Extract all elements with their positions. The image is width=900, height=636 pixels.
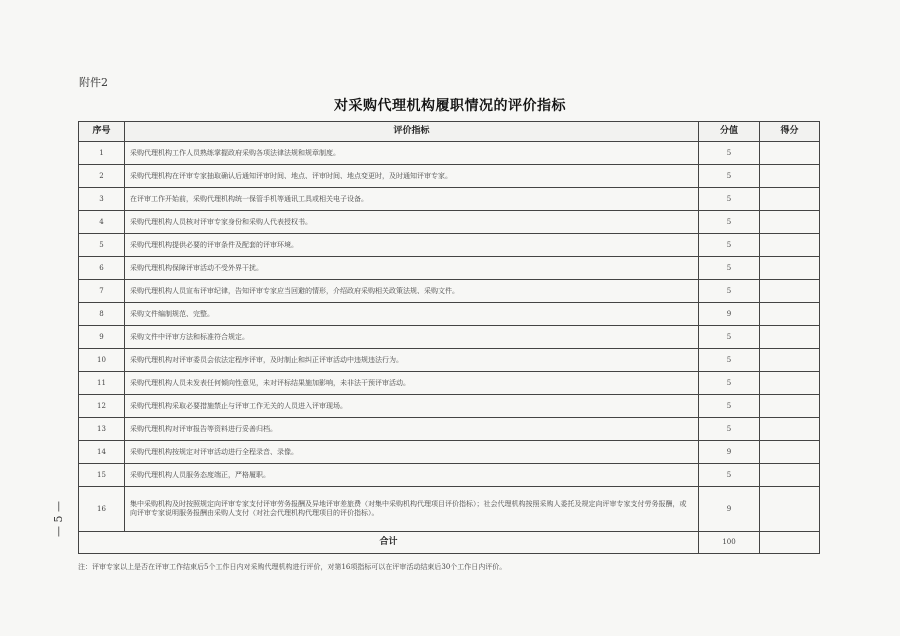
row-score: 5 bbox=[699, 188, 760, 211]
row-seq: 16 bbox=[79, 487, 125, 532]
row-points bbox=[760, 372, 820, 395]
row-score: 9 bbox=[699, 303, 760, 326]
row-indicator: 在评审工作开始前，采购代理机构统一保管手机等通讯工具或相关电子设备。 bbox=[125, 188, 699, 211]
row-score: 9 bbox=[699, 487, 760, 532]
header-indicator: 评价指标 bbox=[125, 122, 699, 142]
row-seq: 11 bbox=[79, 372, 125, 395]
row-seq: 2 bbox=[79, 165, 125, 188]
header-seq: 序号 bbox=[79, 122, 125, 142]
evaluation-table bbox=[78, 121, 820, 554]
row-score: 5 bbox=[699, 418, 760, 441]
row-seq: 7 bbox=[79, 280, 125, 303]
row-points bbox=[760, 280, 820, 303]
row-score: 5 bbox=[699, 280, 760, 303]
row-points bbox=[760, 142, 820, 165]
row-score: 9 bbox=[699, 441, 760, 464]
row-score: 5 bbox=[699, 349, 760, 372]
table-row bbox=[79, 441, 820, 464]
row-points bbox=[760, 395, 820, 418]
row-points bbox=[760, 257, 820, 280]
table-row bbox=[79, 418, 820, 441]
row-seq: 10 bbox=[79, 349, 125, 372]
row-seq: 1 bbox=[79, 142, 125, 165]
table-row bbox=[79, 142, 820, 165]
row-indicator: 采购代理机构工作人员熟练掌握政府采购各项法律法规和规章制度。 bbox=[125, 142, 699, 165]
document-title: 对采购代理机构履职情况的评价指标 bbox=[334, 98, 566, 114]
footnote: 注：评审专家以上是否在评审工作结束后5个工作日内对采购代理机构进行评价，对第16项指标可以在评审活动结束后30个工作日内评价。 bbox=[78, 563, 507, 571]
row-score: 5 bbox=[699, 211, 760, 234]
row-indicator: 采购代理机构对评审报告等资料进行妥善归档。 bbox=[125, 418, 699, 441]
row-seq: 9 bbox=[79, 326, 125, 349]
row-seq: 8 bbox=[79, 303, 125, 326]
row-score: 5 bbox=[699, 257, 760, 280]
row-seq: 3 bbox=[79, 188, 125, 211]
table-row bbox=[79, 257, 820, 280]
row-indicator: 采购文件编制规范、完整。 bbox=[125, 303, 699, 326]
row-seq: 5 bbox=[79, 234, 125, 257]
attachment-label: 附件2 bbox=[79, 76, 108, 89]
row-points bbox=[760, 303, 820, 326]
row-indicator: 采购代理机构在评审专家抽取确认后通知评审时间、地点、评审时间、地点变更时，及时通知评审专家。 bbox=[125, 165, 699, 188]
row-points bbox=[760, 165, 820, 188]
table-row bbox=[79, 464, 820, 487]
table-row bbox=[79, 349, 820, 372]
row-score: 5 bbox=[699, 165, 760, 188]
total-row bbox=[79, 532, 820, 554]
table-row bbox=[79, 487, 820, 532]
row-points bbox=[760, 441, 820, 464]
row-points bbox=[760, 464, 820, 487]
row-points bbox=[760, 234, 820, 257]
table-header-row bbox=[79, 122, 820, 142]
row-indicator: 采购代理机构人员宣布评审纪律，告知评审专家应当回避的情形，介绍政府采购相关政策法规、采购文件。 bbox=[125, 280, 699, 303]
row-seq: 12 bbox=[79, 395, 125, 418]
total-score: 100 bbox=[699, 532, 760, 554]
table-row bbox=[79, 395, 820, 418]
table-row bbox=[79, 303, 820, 326]
table-row bbox=[79, 234, 820, 257]
row-indicator: 采购文件中评审方法和标准符合规定。 bbox=[125, 326, 699, 349]
row-indicator: 采购代理机构提供必要的评审条件及配套的评审环境。 bbox=[125, 234, 699, 257]
header-points: 得分 bbox=[760, 122, 820, 142]
row-score: 5 bbox=[699, 372, 760, 395]
row-indicator: 采购代理机构人员核对评审专家身份和采购人代表授权书。 bbox=[125, 211, 699, 234]
row-seq: 4 bbox=[79, 211, 125, 234]
row-score: 5 bbox=[699, 142, 760, 165]
row-indicator: 采购代理机构人员未发表任何倾向性意见，未对评标结果施加影响，未非法干预评审活动。 bbox=[125, 372, 699, 395]
row-seq: 15 bbox=[79, 464, 125, 487]
table-row bbox=[79, 372, 820, 395]
row-points bbox=[760, 487, 820, 532]
row-score: 5 bbox=[699, 464, 760, 487]
row-indicator: 集中采购机构及时按照规定向评审专家支付评审劳务报酬及异地评审差旅费（对集中采购机构代理项目评价指标）；社会代理机构按照采购人委托及规定向评审专家支付劳务报酬，或向评审专家说明服务报酬由采购人支付（对社会代理机构代理项目的评价指标）。 bbox=[125, 487, 699, 532]
table-row bbox=[79, 280, 820, 303]
table-row bbox=[79, 211, 820, 234]
row-seq: 13 bbox=[79, 418, 125, 441]
row-indicator: 采购代理机构人员服务态度端正，严格履职。 bbox=[125, 464, 699, 487]
row-score: 5 bbox=[699, 395, 760, 418]
row-points bbox=[760, 188, 820, 211]
header-score: 分值 bbox=[699, 122, 760, 142]
table-row bbox=[79, 326, 820, 349]
page-number: — 5 — bbox=[52, 501, 65, 537]
total-points-cell bbox=[760, 532, 820, 554]
row-score: 5 bbox=[699, 326, 760, 349]
row-points bbox=[760, 349, 820, 372]
row-points bbox=[760, 326, 820, 349]
row-points bbox=[760, 211, 820, 234]
row-indicator: 采购代理机构按规定对评审活动进行全程录音、录像。 bbox=[125, 441, 699, 464]
row-score: 5 bbox=[699, 234, 760, 257]
row-indicator: 采购代理机构采取必要措施禁止与评审工作无关的人员进入评审现场。 bbox=[125, 395, 699, 418]
row-indicator: 采购代理机构保障评审活动不受外界干扰。 bbox=[125, 257, 699, 280]
table-row bbox=[79, 188, 820, 211]
row-seq: 6 bbox=[79, 257, 125, 280]
row-seq: 14 bbox=[79, 441, 125, 464]
total-label: 合计 bbox=[79, 532, 699, 554]
row-points bbox=[760, 418, 820, 441]
table-row bbox=[79, 165, 820, 188]
row-indicator: 采购代理机构对评审委员会依法定程序评审，及时制止和纠正评审活动中违规违法行为。 bbox=[125, 349, 699, 372]
